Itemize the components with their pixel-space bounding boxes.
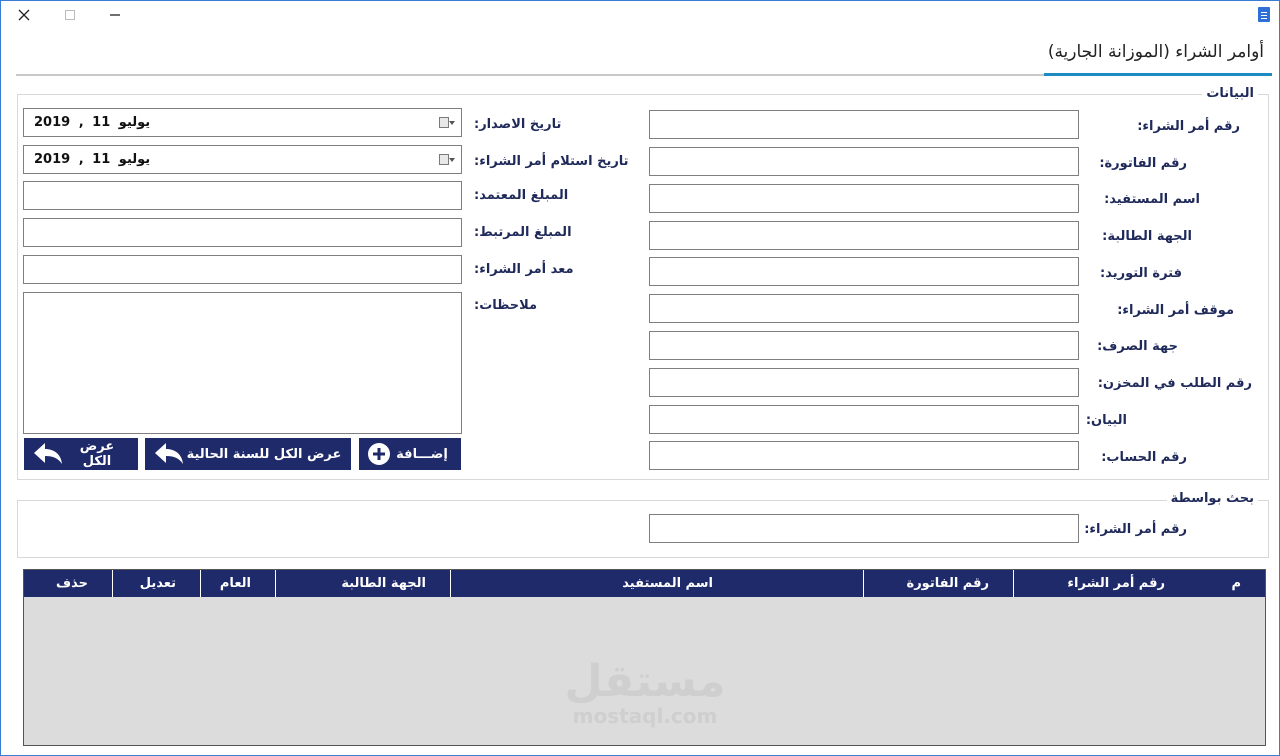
column-header-year[interactable]: العام — [200, 570, 275, 597]
document-icon — [1258, 7, 1270, 22]
label-po-number: رقم أمر الشراء: — [1137, 119, 1240, 134]
label-statement: البيان: — [1085, 413, 1127, 428]
label-issue-date: تاريخ الاصدار: — [474, 117, 562, 132]
tab-purchase-orders[interactable]: أوامر الشراء (الموزانة الجارية) — [1047, 42, 1264, 62]
tab-active-indicator — [1044, 73, 1272, 76]
approved-amount-input[interactable] — [23, 181, 462, 210]
add-button[interactable] — [359, 438, 461, 470]
label-linked-amount: المبلغ المرتبط: — [474, 225, 572, 240]
label-receipt-date: تاريخ استلام أمر الشراء: — [474, 154, 629, 169]
label-search-po-number: رقم أمر الشراء: — [1084, 522, 1187, 537]
requesting-party-input[interactable] — [649, 221, 1079, 250]
store-request-number-input[interactable] — [649, 368, 1079, 397]
column-header-edit[interactable]: تعديل — [112, 570, 200, 597]
show-all-current-year-label: عرض الكل للسنة الحالية — [186, 446, 342, 462]
close-button[interactable] — [13, 4, 35, 26]
statement-input[interactable] — [649, 405, 1079, 434]
po-preparer-input[interactable] — [23, 255, 462, 284]
show-all-label: عرض الكل — [79, 439, 115, 469]
po-number-input[interactable] — [649, 110, 1079, 139]
account-number-input[interactable] — [649, 441, 1079, 470]
label-po-status: موقف أمر الشراء: — [1117, 303, 1234, 318]
maximize-button[interactable] — [59, 4, 81, 26]
column-header-beneficiary[interactable]: اسم المستفيد — [450, 570, 863, 597]
calendar-dropdown-icon[interactable] — [439, 154, 455, 166]
search-group — [17, 500, 1269, 558]
watermark-english: mostaql.com — [572, 704, 718, 728]
add-button-label: إضـــافة — [396, 446, 448, 462]
label-supply-period: فترة التوريد: — [1100, 266, 1182, 281]
beneficiary-name-input[interactable] — [649, 184, 1079, 213]
label-account-number: رقم الحساب: — [1101, 450, 1187, 465]
close-icon — [18, 9, 30, 21]
label-beneficiary-name: اسم المستفيد: — [1104, 192, 1200, 207]
show-all-button[interactable] — [24, 438, 138, 470]
label-notes: ملاحظات: — [474, 298, 538, 313]
receipt-date-value: 2019 , يوليو 11 — [34, 152, 151, 167]
column-header-invoice-number[interactable]: رقم الفاتورة — [863, 570, 1013, 597]
label-requesting-party: الجهة الطالبة: — [1102, 229, 1192, 244]
watermark-arabic: مستقل — [564, 656, 726, 707]
label-invoice-number: رقم الفاتورة: — [1099, 156, 1187, 171]
calendar-dropdown-icon[interactable] — [439, 117, 455, 129]
po-status-input[interactable] — [649, 294, 1079, 323]
column-header-delete[interactable]: حذف — [56, 576, 88, 591]
data-group-title: البيانات — [1202, 86, 1258, 101]
search-group-title: بحث بواسطة — [1167, 491, 1258, 506]
notes-textarea[interactable] — [23, 292, 462, 434]
issue-date-value: 2019 , يوليو 11 — [34, 115, 151, 130]
watermark-logo — [560, 656, 730, 728]
plus-circle-icon — [367, 442, 391, 466]
label-disbursement-party: جهة الصرف: — [1097, 339, 1178, 354]
minimize-icon — [109, 9, 121, 21]
table-header — [24, 570, 1265, 597]
linked-amount-input[interactable] — [23, 218, 462, 247]
column-header-requesting-party[interactable]: الجهة الطالبة — [275, 570, 450, 597]
search-po-number-input[interactable] — [649, 514, 1079, 543]
title-bar — [0, 0, 1280, 30]
issue-date-picker[interactable] — [23, 108, 462, 137]
minimize-button[interactable] — [104, 4, 126, 26]
invoice-number-input[interactable] — [649, 147, 1079, 176]
label-po-preparer: معد أمر الشراء: — [474, 262, 574, 277]
disbursement-party-input[interactable] — [649, 331, 1079, 360]
receipt-date-picker[interactable] — [23, 145, 462, 174]
column-header-po-number[interactable]: رقم أمر الشراء — [1013, 570, 1189, 597]
column-header-index[interactable]: م — [1231, 576, 1241, 591]
label-approved-amount: المبلغ المعتمد: — [474, 188, 569, 203]
maximize-icon — [65, 10, 75, 20]
back-arrow-icon — [153, 441, 185, 467]
supply-period-input[interactable] — [649, 257, 1079, 286]
back-arrow-icon — [32, 441, 64, 467]
show-all-current-year-button[interactable] — [145, 438, 351, 470]
label-store-request-number: رقم الطلب في المخزن: — [1097, 376, 1252, 391]
